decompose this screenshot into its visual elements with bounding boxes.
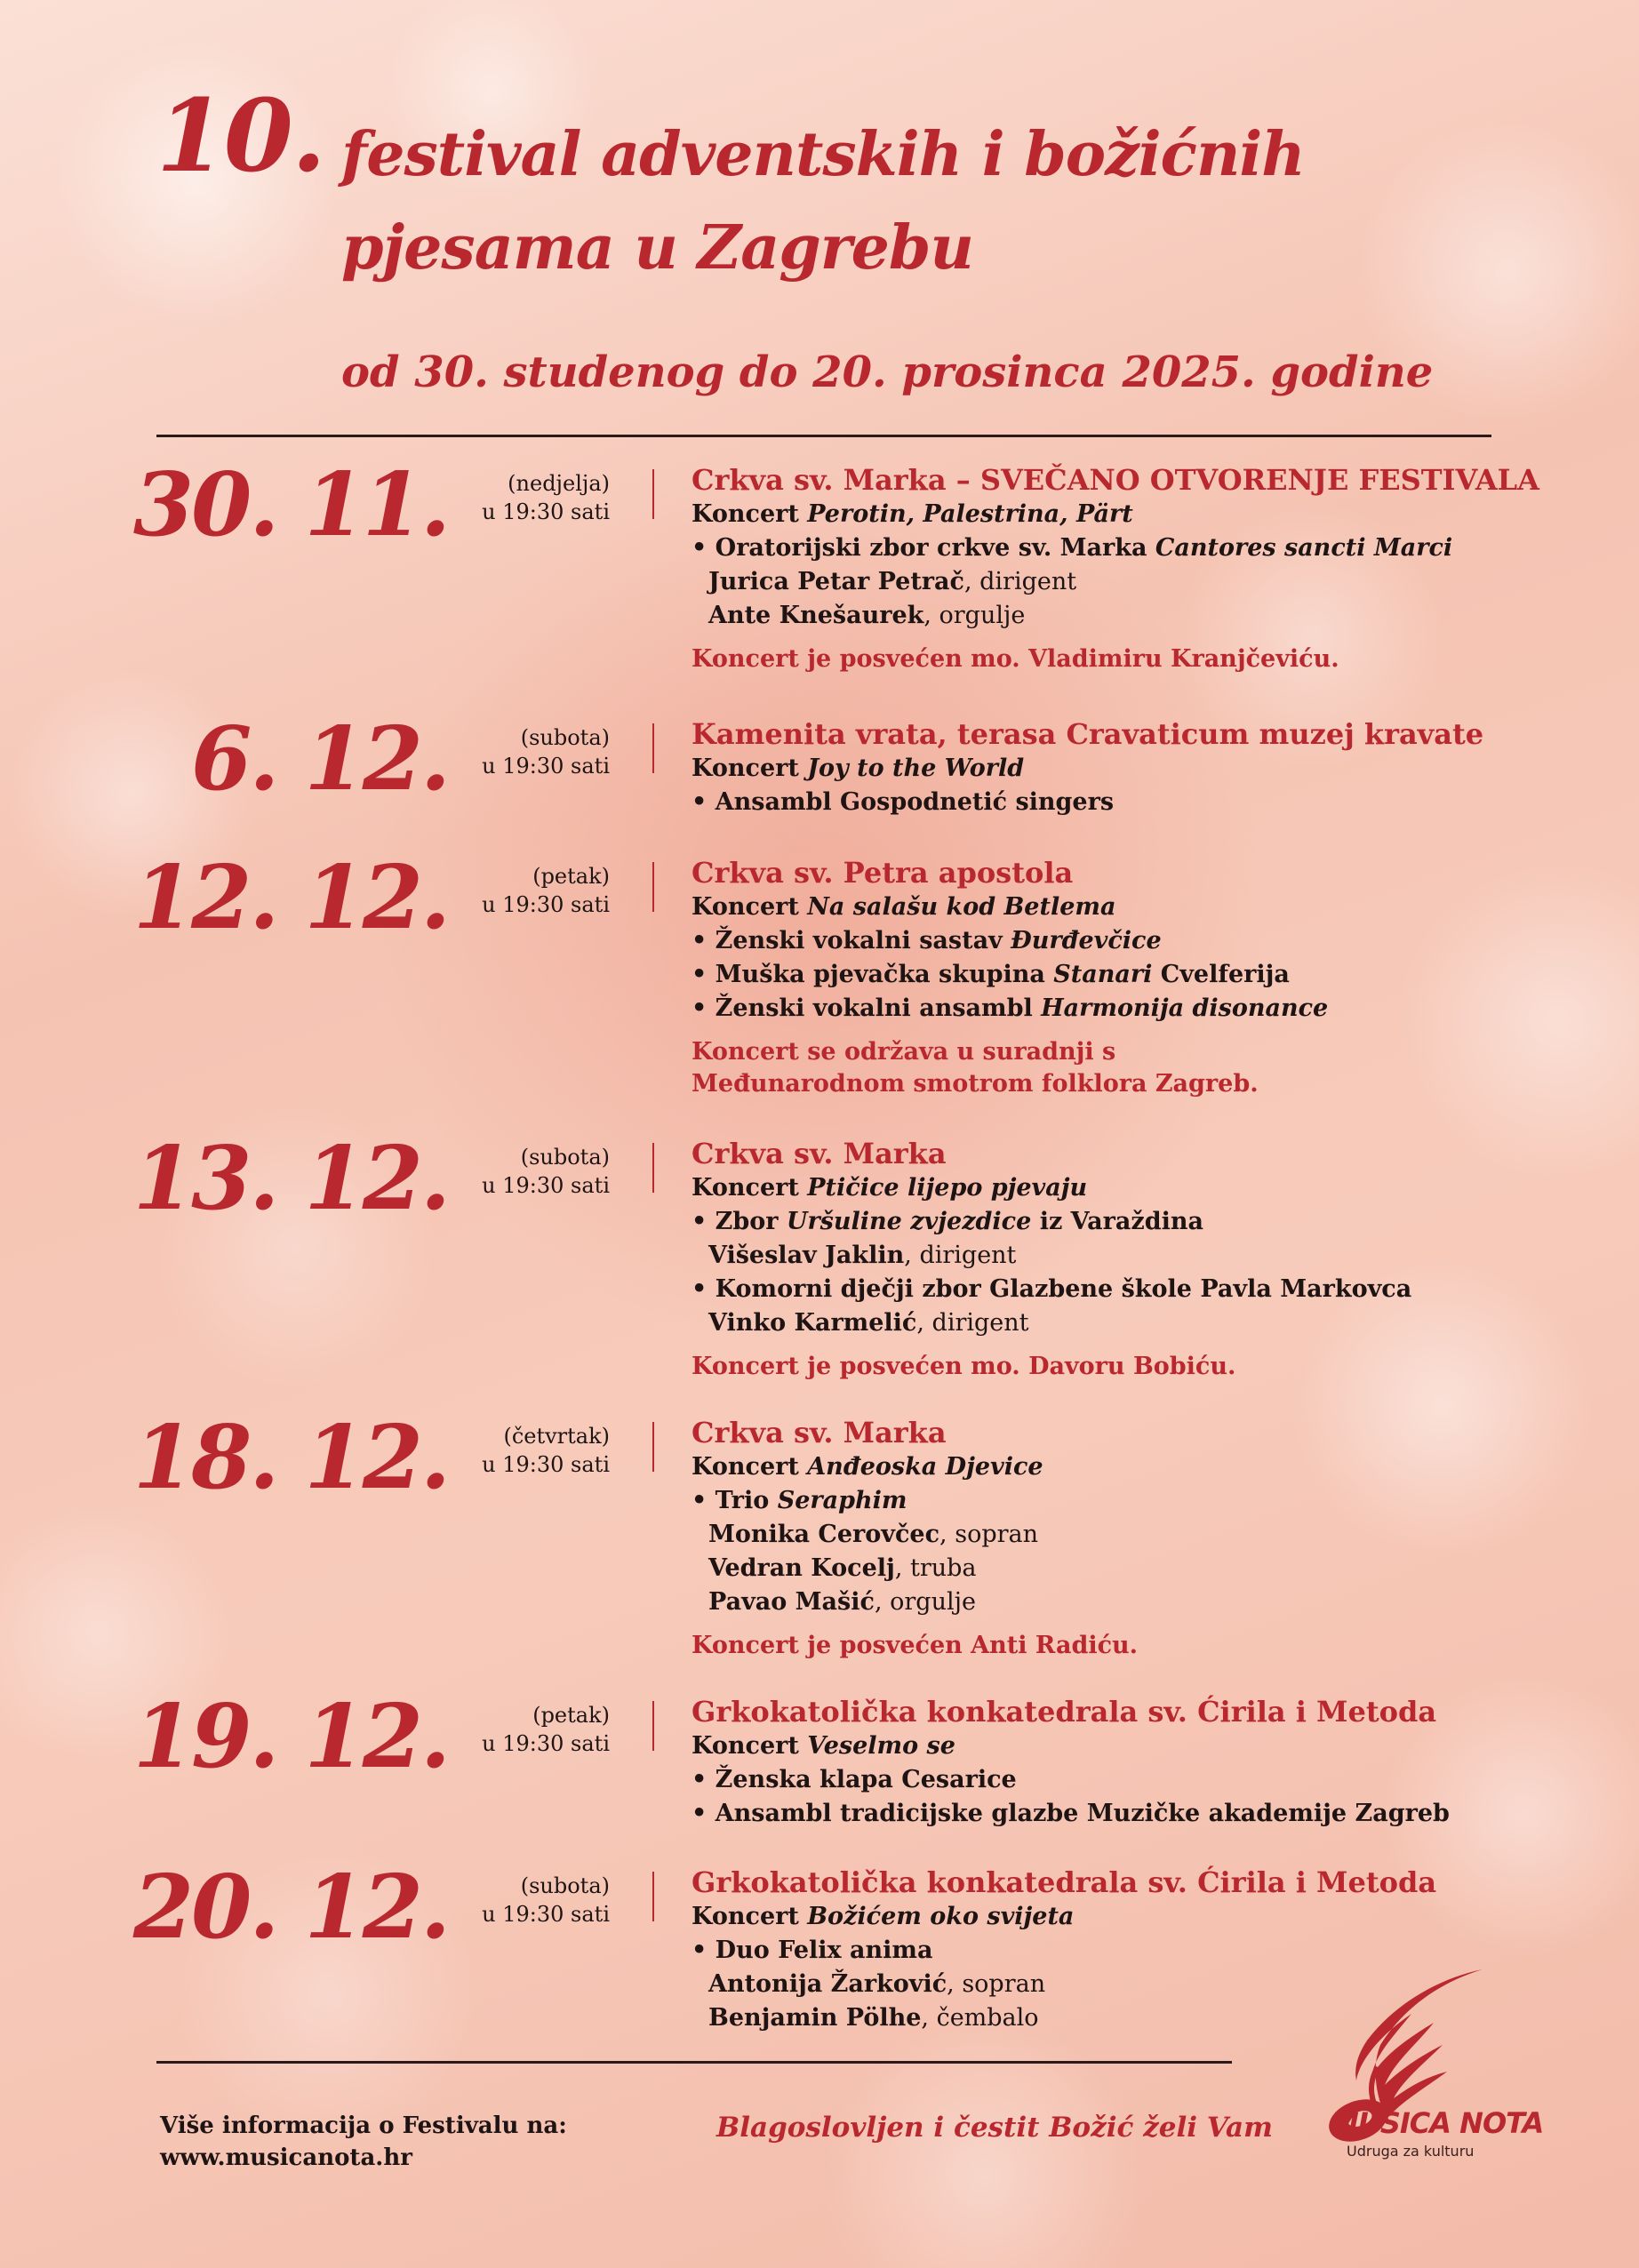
event-divider bbox=[652, 1872, 654, 1921]
performer-item: Pavao Mašić, orgulje bbox=[708, 1588, 976, 1616]
event-venue: Crkva sv. Marka bbox=[692, 1137, 947, 1170]
event-note: Međunarodnom smotrom folklora Zagreb. bbox=[692, 1070, 1259, 1098]
performer-item: • Ansambl tradicijske glazbe Muzičke akademije Zagreb bbox=[692, 1800, 1450, 1827]
info-label: Više informacija o Festivalu na: bbox=[160, 2112, 567, 2139]
bottom-divider bbox=[156, 2061, 1232, 2064]
event-date: 12. 12. bbox=[132, 847, 448, 949]
event-note: Koncert je posvećen mo. Vladimiru Kranjčeviću. bbox=[692, 645, 1339, 673]
performer-item: Antonija Žarković, sopran bbox=[708, 1970, 1046, 1998]
concert-title: Koncert Ptičice lijepo pjevaju bbox=[692, 1174, 1088, 1202]
concert-title: Koncert Anđeoska Djevice bbox=[692, 1453, 1043, 1481]
event-note: Koncert je posvećen Anti Radiću. bbox=[692, 1632, 1139, 1659]
event-info bbox=[692, 1415, 1580, 1662]
christmas-greeting: Blagoslovljen i čestit Božić želi Vam bbox=[716, 2112, 1273, 2144]
concert-title: Koncert Joy to the World bbox=[692, 755, 1025, 782]
event-time: (subota) u 19:30 sati bbox=[482, 1873, 610, 1927]
event-info bbox=[692, 1136, 1580, 1383]
event-divider bbox=[652, 1143, 654, 1193]
footer-info bbox=[160, 2110, 567, 2174]
event-info bbox=[692, 1694, 1580, 1831]
festival-dates: od 30. studenog do 20. prosinca 2025. godine bbox=[341, 347, 1434, 397]
event-date: 30. 11. bbox=[132, 454, 448, 556]
performer-item: Benjamin Pölhe, čembalo bbox=[708, 2004, 1039, 2032]
event-info bbox=[692, 716, 1580, 819]
event-time: (nedjelja) u 19:30 sati bbox=[482, 471, 610, 524]
event-time: (subota) u 19:30 sati bbox=[482, 1145, 610, 1198]
performer-item: • Ženska klapa Cesarice bbox=[692, 1766, 1017, 1793]
performer-item: • Oratorijski zbor crkve sv. Marka Cantores sancti Marci bbox=[692, 534, 1453, 562]
event-venue: Grkokatolička konkatedrala sv. Ćirila i Metoda bbox=[692, 1865, 1437, 1899]
event-divider bbox=[652, 469, 654, 519]
performer-item: • Komorni dječji zbor Glazbene škole Pavla Markovca bbox=[692, 1275, 1412, 1303]
event-divider bbox=[652, 1701, 654, 1751]
concert-title: Koncert Veselmo se bbox=[692, 1732, 955, 1760]
website-link[interactable]: www.musicanota.hr bbox=[160, 2144, 412, 2171]
event-venue: Grkokatolička konkatedrala sv. Ćirila i Metoda bbox=[692, 1695, 1437, 1729]
musica-nota-logo-icon bbox=[1260, 1961, 1491, 2174]
event-note: Koncert se održava u suradnji s bbox=[692, 1038, 1116, 1066]
event-date: 13. 12. bbox=[132, 1128, 448, 1230]
festival-title-line2: pjesama u Zagrebu bbox=[341, 212, 973, 284]
performer-item: Vedran Kocelj, truba bbox=[708, 1554, 977, 1582]
logo-name: MUSICA NOTA bbox=[1331, 2106, 1544, 2140]
event-date: 20. 12. bbox=[132, 1857, 448, 1959]
performer-item: • Ženski vokalni ansambl Harmonija disonance bbox=[692, 994, 1329, 1022]
event-divider bbox=[652, 862, 654, 912]
event-divider bbox=[652, 1422, 654, 1472]
event-info bbox=[692, 855, 1580, 1100]
festival-number: 10. bbox=[156, 78, 324, 195]
concert-title: Koncert Božićem oko svijeta bbox=[692, 1903, 1075, 1930]
logo-subtitle: Udruga za kulturu bbox=[1347, 2143, 1475, 2160]
event-venue: Crkva sv. Marka – SVEČANO OTVORENJE FESTIVALA bbox=[692, 463, 1539, 497]
event-venue: Kamenita vrata, terasa Cravaticum muzej kravate bbox=[692, 717, 1484, 751]
performer-item: Jurica Petar Petrač, dirigent bbox=[708, 568, 1077, 595]
performer-item: • Duo Felix anima bbox=[692, 1937, 933, 1964]
concert-title: Koncert Perotin, Palestrina, Pärt bbox=[692, 500, 1133, 528]
event-time: (petak) u 19:30 sati bbox=[482, 1703, 610, 1756]
event-date: 18. 12. bbox=[132, 1407, 448, 1509]
event-note: Koncert je posvećen mo. Davoru Bobiću. bbox=[692, 1353, 1236, 1380]
event-info bbox=[692, 462, 1580, 675]
event-venue: Crkva sv. Marka bbox=[692, 1416, 947, 1449]
performer-item: • Muška pjevačka skupina Stanari Cvelferija bbox=[692, 961, 1290, 988]
event-time: (petak) u 19:30 sati bbox=[482, 864, 610, 917]
event-date: 19. 12. bbox=[132, 1686, 448, 1788]
event-venue: Crkva sv. Petra apostola bbox=[692, 856, 1074, 890]
concert-title: Koncert Na salašu kod Betlema bbox=[692, 893, 1116, 921]
performer-item: Vinko Karmelić, dirigent bbox=[708, 1309, 1029, 1337]
performer-item: Monika Cerovčec, sopran bbox=[708, 1521, 1038, 1548]
event-time: (subota) u 19:30 sati bbox=[482, 725, 610, 779]
performer-item: Višeslav Jaklin, dirigent bbox=[708, 1242, 1017, 1269]
performer-item: • Ansambl Gospodnetić singers bbox=[692, 788, 1115, 816]
top-divider bbox=[156, 435, 1491, 437]
performer-item: • Ženski vokalni sastav Đurđevčice bbox=[692, 927, 1162, 954]
performer-item: • Trio Seraphim bbox=[692, 1487, 907, 1514]
event-divider bbox=[652, 723, 654, 773]
event-date: 6. 12. bbox=[191, 708, 448, 811]
event-time: (četvrtak) u 19:30 sati bbox=[482, 1424, 610, 1477]
performer-item: Ante Knešaurek, orgulje bbox=[708, 602, 1026, 629]
performer-item: • Zbor Uršuline zvjezdice iz Varaždina bbox=[692, 1208, 1203, 1235]
festival-title-line1: festival adventskih i božićnih bbox=[341, 119, 1305, 190]
